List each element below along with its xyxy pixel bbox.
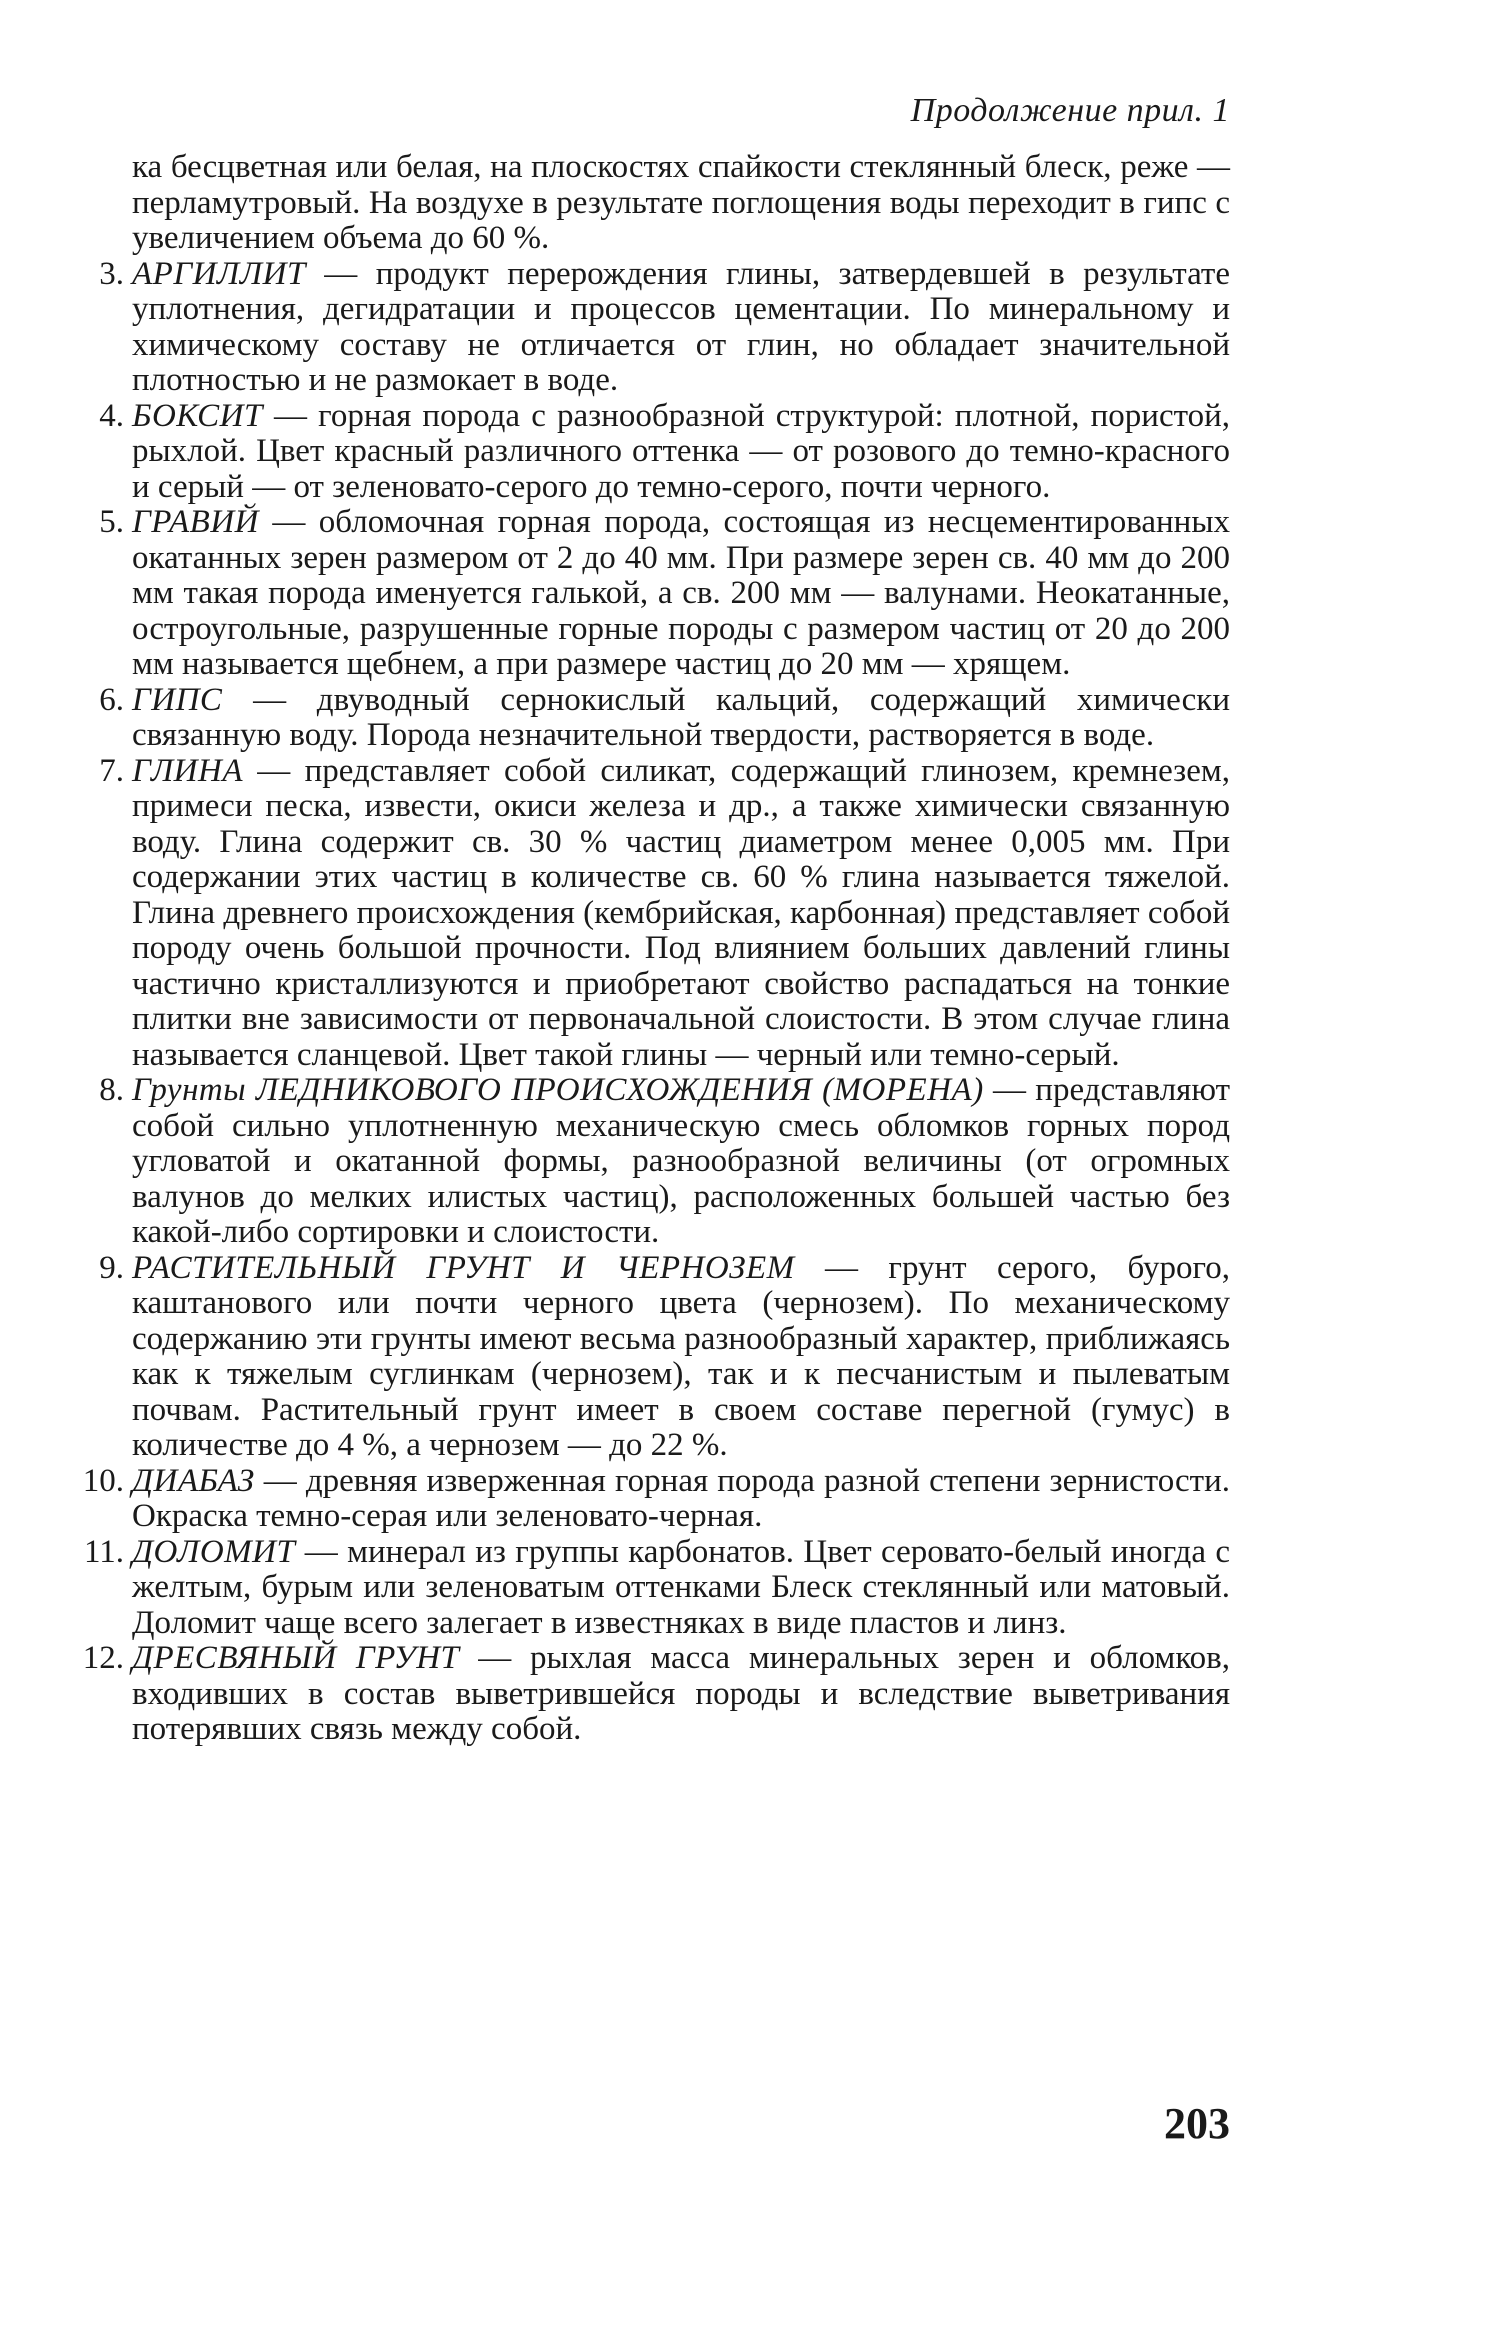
page-number: 203 (1164, 2099, 1230, 2148)
entry-text: — представляет собой силикат, содержащий глинозем, кремнезем, примеси песка, извести, окиси железа и др., а также химически связанную воду. Глина содержит св. 30 % частиц диаметром менее 0,005 мм. При содержании этих частиц в количестве св. 60 % глина называется тяжелой. Глина древнего происхождения (кембрийская, карбонная) представляет собой породу очень большой прочности. Под влиянием больших давлений глины частично кристаллизуются и приобретают свойство распадаться на тонкие плитки вне зависимости от первоначальной слоистости. В этом случае глина называется сланцевой. Цвет такой глины — черный или темно-серый. (132, 752, 1230, 1073)
entry-5 (70, 505, 1230, 683)
entry-text: — обломочная горная порода, состоящая из несцементированных окатанных зерен размером от 2 до 40 мм. При размере зерен св. 40 мм до 200 мм такая порода именуется галькой, а св. 200 мм — валунами. Неокатанные, остроугольные, разрушенные горные породы с размером частиц от 20 до 200 мм называется щебнем, а при размере частиц до 20 мм — хрящем. (132, 504, 1230, 682)
entry-8 (70, 1073, 1230, 1251)
entry-term: АРГИЛЛИТ (132, 255, 306, 292)
entry-number: 7. (99, 752, 124, 789)
entry-term: ДИАБАЗ (132, 1462, 255, 1499)
entry-term: БОКСИТ (132, 397, 263, 434)
entry-number: 11. (83, 1533, 124, 1570)
running-head: Продолжение прил. 1 (910, 92, 1230, 129)
entry-number: 5. (99, 504, 124, 540)
entry-term: РАСТИТЕЛЬНЫЙ ГРУНТ И ЧЕРНОЗЕМ (132, 1249, 795, 1286)
entry-text: — горная порода с разнообразной структурой: плотной, пористой, рыхлой. Цвет красный различного оттенка — от розового до темно-красного и серый — от зеленовато-серого до темно-серого, почти черного. (132, 397, 1230, 505)
entry-10 (70, 1464, 1230, 1535)
entry-term: Грунты ЛЕДНИКОВОГО ПРОИСХОЖДЕНИЯ (МОРЕНА) (132, 1072, 984, 1108)
entry-number: 8. (99, 1072, 124, 1108)
entry-number: 4. (99, 397, 124, 434)
entry-text: — рыхлая масса минеральных зерен и обломков, входивших в состав выветрившейся породы и вследствие выветривания потерявших связь между собой. (132, 1640, 1231, 1747)
entry-number: 6. (99, 681, 124, 718)
entry-number: 9. (99, 1249, 124, 1286)
entry-text: — минерал из группы карбонатов. Цвет серовато-белый иногда с желтым, бурым или зеленоватым оттенками Блеск стеклянный или матовый. Доломит чаще всего залегает в известняках в виде пластов и линз. (132, 1533, 1230, 1641)
entry-term: ГЛИНА (132, 752, 244, 789)
entry-text: — древняя изверженная горная порода разной степени зернистости. Окраска темно-серая или зеленовато-черная. (132, 1462, 1230, 1534)
entry-text: — представляют собой сильно уплотненную механическую смесь обломков горных пород угловатой и окатанной формы, разнообразной величины (от огромных валунов до мелких илистых частиц), расположенных большей частью без какой-либо сортировки и слоистости. (132, 1072, 1231, 1250)
entry-number: 10. (82, 1462, 124, 1499)
continuation-paragraph: ка бесцветная или белая, на плоскостях спайкости стеклянный блеск, реже — перламутровый. На воздухе в результате поглощения воды переходит в гипс с увеличением объема до 60 %. (132, 149, 1230, 256)
entry-4 (70, 399, 1230, 506)
entry-3 (70, 257, 1230, 399)
entry-term: ГРАВИЙ (132, 504, 260, 540)
entry-text: — продукт перерождения глины, затвердевшей в результате уплотнения, дегидратации и процессов цементации. По минеральному и химическому составу не отличается от глин, но обладает значительной плотностью и не размокает в воде. (132, 255, 1230, 398)
entry-9 (70, 1251, 1230, 1464)
entry-6 (70, 683, 1230, 754)
entry-12 (70, 1641, 1230, 1748)
entry-number: 12. (82, 1640, 124, 1676)
entry-term: ДОЛОМИТ (132, 1533, 296, 1570)
entry-7 (70, 754, 1230, 1074)
body-text (70, 150, 1230, 1748)
entry-number: 3. (99, 255, 124, 292)
entry-term: ДРЕСВЯНЫЙ ГРУНТ (132, 1640, 460, 1676)
entry-text: — двуводный сернокислый кальций, содержащий химически связанную воду. Порода незначительной твердости, растворяется в воде. (132, 681, 1230, 753)
entry-11 (70, 1535, 1230, 1642)
entry-text: — грунт серого, бурого, каштанового или почти черного цвета (чернозем). По механическому содержанию эти грунты имеют весьма разнообразный характер, приближаясь как к тяжелым суглинкам (чернозем), так и к песчанистым и пылеватым почвам. Растительный грунт имеет в своем составе перегной (гумус) в количестве до 4 %, а чернозем — до 22 %. (132, 1249, 1230, 1463)
entry-term: ГИПС (132, 681, 223, 718)
